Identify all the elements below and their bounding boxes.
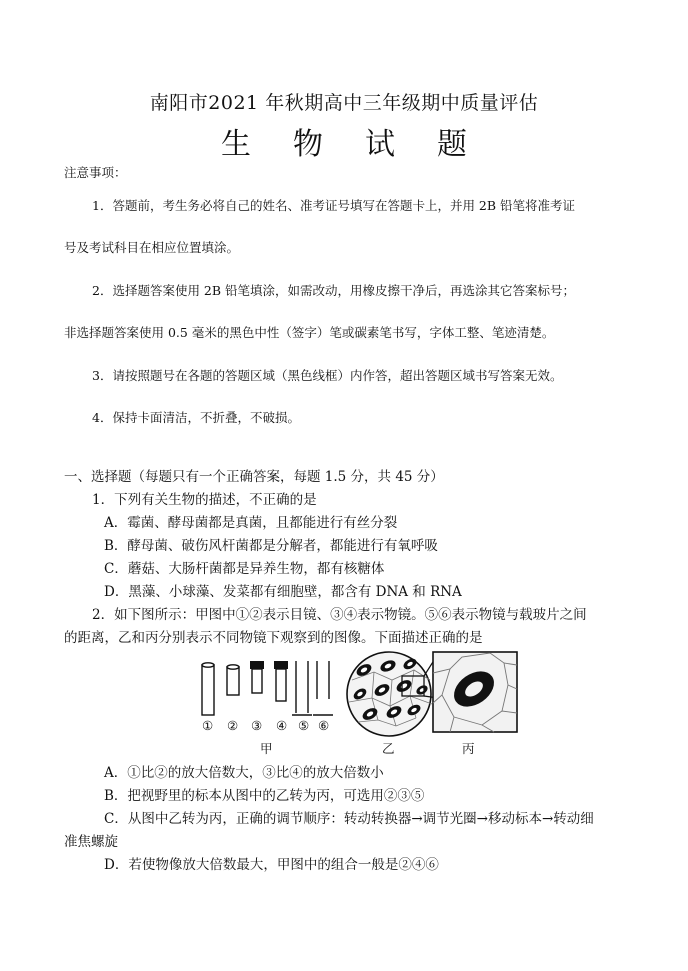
figure-label-yi: 乙 — [382, 741, 395, 756]
question-2-option-b: B．把视野里的标本从图中的乙转为丙，可选用②③⑤ — [104, 788, 425, 804]
section-heading: 一、选择题（每题只有一个正确答案，每题 1.5 分，共 45 分） — [64, 469, 444, 485]
page-subtitle: 生物试题 — [221, 127, 509, 162]
figure-number-3: ③ — [251, 718, 263, 733]
figure-number-1: ① — [202, 718, 214, 733]
question-1-option-c: C．蘑菇、大肠杆菌都是异养生物，都有核糖体 — [104, 561, 385, 577]
notice-heading: 注意事项： — [64, 165, 127, 180]
figure-label-bing: 丙 — [462, 741, 475, 756]
page-title: 南阳市2021 年秋期高中三年级期中质量评估 — [149, 92, 539, 114]
figure-number-5: ⑤ — [298, 718, 310, 733]
notice-item-2-cont: 非选择题答案使用 0.5 毫米的黑色中性（签字）笔或碳素笔书写，字体工整、笔迹清楚。 — [64, 325, 555, 340]
notice-item-3: 3．请按照题号在各题的答题区域（黑色线框）内作答，超出答题区域书写答案无效。 — [92, 368, 563, 383]
figure-number-2: ② — [227, 718, 239, 733]
figure-jia-lenses — [196, 655, 338, 721]
question-1-stem: 1．下列有关生物的描述，不正确的是 — [92, 492, 317, 508]
notice-item-2: 2．选择题答案使用 2B 铅笔填涂，如需改动，用橡皮擦干净后，再选涂其它答案标号； — [92, 283, 576, 298]
question-2-stem-cont: 的距离，乙和丙分别表示不同物镜下观察到的图像。下面描述正确的是 — [64, 630, 483, 646]
question-2-option-c-cont: 准焦螺旋 — [64, 834, 118, 850]
question-1-option-d: D．黑藻、小球藻、发菜都有细胞壁，都含有 DNA 和 RNA — [104, 584, 462, 600]
figure-number-4: ④ — [276, 718, 288, 733]
notice-item-1-cont: 号及考试科目在相应位置填涂。 — [64, 240, 240, 255]
figure-bing-view — [432, 651, 518, 733]
figure-label-jia: 甲 — [260, 741, 273, 756]
question-2-option-d: D．若使物像放大倍数最大，甲图中的组合一般是②④⑥ — [104, 857, 439, 873]
notice-item-4: 4．保持卡面清洁，不折叠，不破损。 — [92, 410, 300, 425]
question-2-option-a: A．①比②的放大倍数大，③比④的放大倍数小 — [104, 765, 384, 781]
notice-item-1: 1．答题前，考生务必将自己的姓名、准考证号填写在答题卡上，并用 2B 铅笔将准考证 — [92, 198, 576, 213]
question-1-option-a: A．霉菌、酵母菌都是真菌，且都能进行有丝分裂 — [104, 515, 398, 531]
figure-number-6: ⑥ — [318, 718, 330, 733]
question-1-option-b: B．酵母菌、破伤风杆菌都是分解者，都能进行有氧呼吸 — [104, 538, 438, 554]
question-2-stem: 2．如下图所示：甲图中①②表示目镜、③④表示物镜。⑤⑥表示物镜与载玻片之间 — [92, 607, 587, 623]
question-2-option-c: C．从图中乙转为丙，正确的调节顺序：转动转换器→调节光圈→移动标本→转动细 — [104, 811, 594, 827]
